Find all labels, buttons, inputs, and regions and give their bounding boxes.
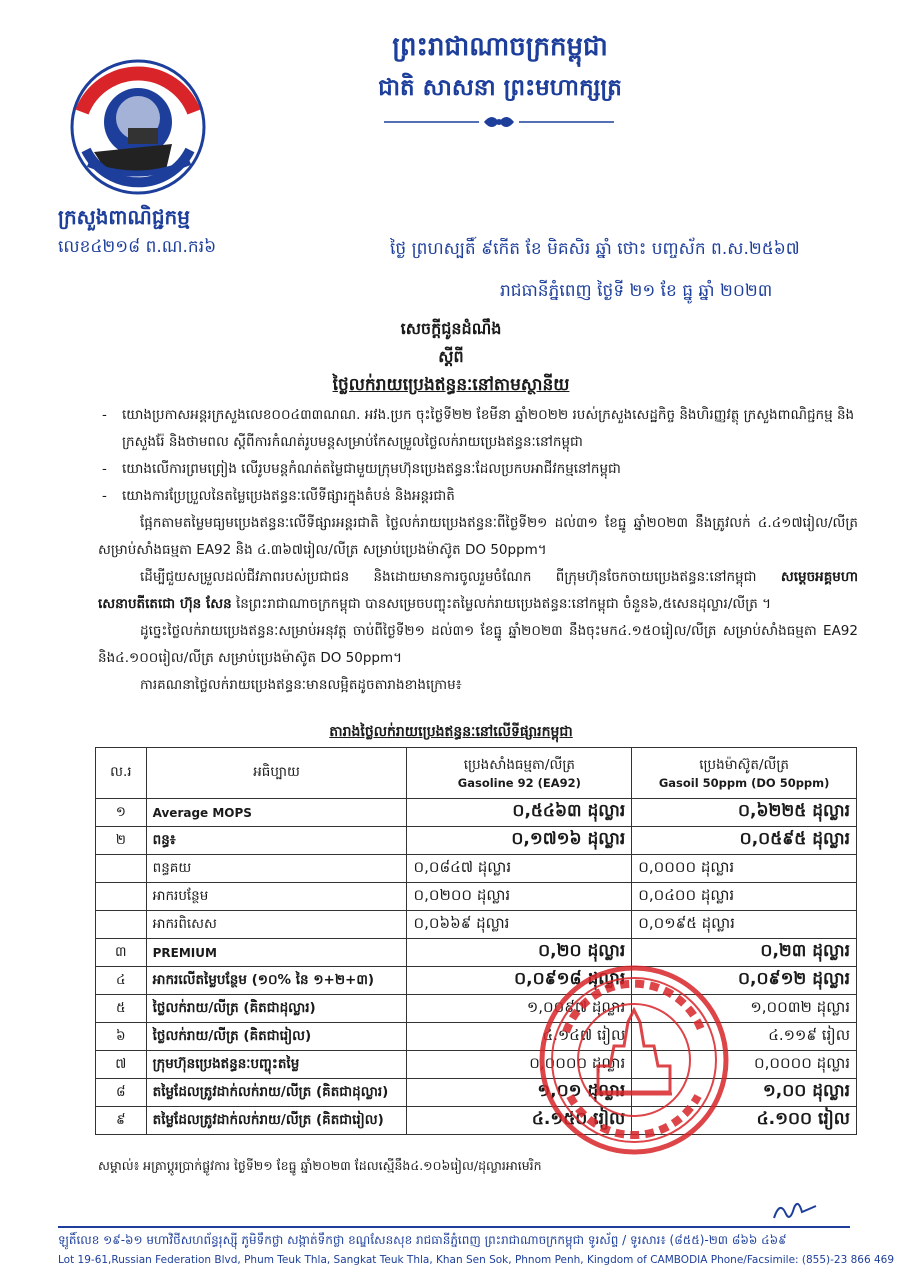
- row-description: ថ្លៃលក់រាយ/លីត្រ (គិតជារៀល): [146, 1023, 407, 1051]
- reference-number: លេខ៤២១៨ ព.ណ.ករ៦: [58, 237, 217, 257]
- table-row: [96, 799, 857, 827]
- reference-bullet-3: - យោងការប្រែប្រួលនៃតម្លៃប្រេងឥន្ធនៈលើទីផ្សារក្នុងតំបន់ និងអន្តរជាតិ: [98, 483, 858, 510]
- table-row: [96, 995, 857, 1023]
- row-diesel-value: ០,៦២២៥ ដុល្លារ: [632, 799, 857, 827]
- row-description: Average MOPS: [146, 799, 407, 827]
- footer-address-en: Lot 19-61,Russian Federation Blvd, Phum Teuk Thla, Sangkat Teuk Thla, Khan Sen Sok, Phnom Penh, Kingdom of CAMBODIA Phone/Facsimile: (855)-23 866 469: [58, 1254, 895, 1266]
- row-gasoline-value: ៤.១៤៧ រៀល: [407, 1023, 632, 1051]
- row-gasoline-value: ០,១៧១៦ ដុល្លារ: [407, 827, 632, 855]
- row-diesel-value: ០,០៥៩៥ ដុល្លារ: [632, 827, 857, 855]
- row-no: ៧: [96, 1051, 147, 1079]
- ministry-name: ក្រសួងពាណិជ្ជកម្ម: [58, 205, 190, 229]
- row-gasoline-value: ០,០២០០ ដុល្លារ: [407, 883, 632, 911]
- ornament-divider: [384, 110, 614, 134]
- lunar-date: ថ្ងៃ ព្រហស្បតិ៍ ៩កើត ខែ មិគសិរ ឆ្នាំ ថោះ បញ្ចស័ក ព.ស.២៥៦៧: [390, 239, 800, 259]
- kingdom-title: ព្រះរាជាណាចក្រកម្ពុជា: [392, 32, 608, 62]
- paragraph-2-name: សម្ដេចអគ្គមហាសេនាបតីតេជោ ហ៊ុន សែន: [98, 569, 858, 612]
- footer-divider: [58, 1226, 850, 1228]
- row-description: ពន្ធគយ: [146, 855, 407, 883]
- table-header-row: [96, 748, 857, 799]
- table-row: [96, 1023, 857, 1051]
- row-description: អាករលើតម្លៃបន្ថែម (១០% នៃ ១+២+៣): [146, 967, 407, 995]
- row-gasoline-value: ១,០០៩៧ ដុល្លារ: [407, 995, 632, 1023]
- reference-bullet-2: - យោងលើការព្រមព្រៀង លើរូបមន្តកំណត់តម្លៃជាមួយក្រុមហ៊ុនប្រេងឥន្ធនៈដែលប្រកបអាជីវកម្មនៅកម្ពុជា: [98, 456, 858, 483]
- row-gasoline-value: ០,៥៤៦៣ ដុល្លារ: [407, 799, 632, 827]
- table-caption: តារាងថ្លៃលក់រាយប្រេងឥន្ធនៈនៅលើទីផ្សារកម្ពុជា: [329, 724, 573, 740]
- header-description: អធិប្បាយ: [146, 748, 407, 799]
- row-description: ក្រុមហ៊ុនប្រេងឥន្ធនៈបញ្ចុះតម្លៃ: [146, 1051, 407, 1079]
- table-row: [96, 1051, 857, 1079]
- row-no: ៤: [96, 967, 147, 995]
- row-diesel-value: ១,០០៣២ ដុល្លារ: [632, 995, 857, 1023]
- header-gasoline-kh: ប្រេងសាំងធម្មតា/លីត្រ: [463, 757, 575, 773]
- reference-bullet-1: - យោងប្រកាសអន្តរក្រសួងលេខ០០៤៣៣ណណ. អវង.ប្រក ចុះថ្ងៃទី២២ ខែមីនា ឆ្នាំ២០២២ របស់ក្រសួងសេដ្ឋកិច្ច និងហិរញ្ញវត្ថុ ក្រសួងពាណិជ្ជកម្ម និងក្រសួងរ៉ែ និងថាមពល ស្ដីពីការកំណត់រូបមន្តសម្រាប់កែសម្រួលថ្លៃលក់រាយប្រេងឥន្ធនៈនៅកម្ពុជា: [98, 402, 858, 456]
- row-diesel-value: ០,០០០០ ដុល្លារ: [632, 1051, 857, 1079]
- row-description: ថ្លៃលក់រាយ/លីត្រ (គិតជាដុល្លារ): [146, 995, 407, 1023]
- table-row: [96, 855, 857, 883]
- table-row: [96, 939, 857, 967]
- row-no: [96, 911, 147, 939]
- signature: [770, 1196, 820, 1224]
- header-diesel: [632, 748, 857, 799]
- table-row: [96, 911, 857, 939]
- about-label: ស្ដីពី: [438, 347, 464, 366]
- row-diesel-value: ០,០០០០ ដុល្លារ: [632, 855, 857, 883]
- table-row: [96, 967, 857, 995]
- header-gasoline-en: Gasoline 92 (EA92): [457, 776, 581, 790]
- row-diesel-value: ០,២៣ ដុល្លារ: [632, 939, 857, 967]
- solar-date: រាជធានីភ្នំពេញ ថ្ងៃទី ២១ ខែ ធ្នូ ឆ្នាំ ២០២៣: [500, 281, 773, 301]
- official-stamp: [536, 962, 732, 1158]
- row-no: ១: [96, 799, 147, 827]
- row-description: ពន្ធ៖: [146, 827, 407, 855]
- row-diesel-value: ៤.១១៩ រៀល: [632, 1023, 857, 1051]
- row-no: [96, 855, 147, 883]
- row-description: តម្លៃដែលត្រូវដាក់លក់រាយ/លីត្រ (គិតជារៀល): [146, 1107, 407, 1135]
- table-row: [96, 883, 857, 911]
- row-no: ៩: [96, 1107, 147, 1135]
- row-no: ៥: [96, 995, 147, 1023]
- row-gasoline-value: ០,២០ ដុល្លារ: [407, 939, 632, 967]
- row-description: អាករពិសេស: [146, 911, 407, 939]
- paragraph-1: ផ្អែកតាមតម្លៃមធ្យមប្រេងឥន្ធនៈលើទីផ្សារអន្តរជាតិ ថ្លៃលក់រាយប្រេងឥន្ធនៈពីថ្ងៃទី២១ ដល់៣១ ខែធ្នូ ឆ្នាំ២០២៣ នឹងត្រូវលក់ ៤.៤១៧រៀល/លីត្រ សម្រាប់សាំងធម្មតា EA92 និង ៤.៣៦៧រៀល/លីត្រ សម្រាប់ប្រេងម៉ាស៊ូត DO 50ppm។: [98, 515, 858, 558]
- paragraph-4: ការគណនាថ្លៃលក់រាយប្រេងឥន្ធនៈមានលម្អិតដូចតារាងខាងក្រោម៖: [140, 677, 462, 693]
- row-gasoline-value: ៤.១៥០ រៀល: [407, 1107, 632, 1135]
- row-no: [96, 883, 147, 911]
- table-row: [96, 1079, 857, 1107]
- row-diesel-value: ០,០៩១២ ដុល្លារ: [632, 967, 857, 995]
- row-description: តម្លៃដែលត្រូវដាក់លក់រាយ/លីត្រ (គិតជាដុល្លារ): [146, 1079, 407, 1107]
- row-diesel-value: ១,០០ ដុល្លារ: [632, 1079, 857, 1107]
- paragraph-3: ដូច្នេះថ្លៃលក់រាយប្រេងឥន្ធនៈសម្រាប់អនុវត្ត ចាប់ពីថ្ងៃទី២១ ដល់៣១ ខែធ្នូ ឆ្នាំ២០២៣ នឹងចុះមក៤.១៥០រៀល/លីត្រ សម្រាប់សាំងធម្មតា EA92 និង៤.១០០រៀល/លីត្រ សម្រាប់ប្រេងម៉ាស៊ូត DO 50ppm។: [98, 623, 858, 666]
- document-subject: ថ្លៃលក់រាយប្រេងឥន្ធនៈនៅតាមស្ថានីយ: [332, 375, 570, 395]
- table-row: [96, 1107, 857, 1135]
- kingdom-motto: ជាតិ សាសនា ព្រះមហាក្សត្រ: [378, 75, 622, 101]
- row-gasoline-value: ១,០១ ដុល្លារ: [407, 1079, 632, 1107]
- paragraph-2-tail: នៃព្រះរាជាណាចក្រកម្ពុជា បានសម្រេចបញ្ចុះតម្លៃលក់រាយប្រេងឥន្ធនៈនៅកម្ពុជា ចំនួន៦,៥សេនដុល្លារ/លីត្រ ។: [235, 596, 772, 612]
- row-diesel-value: ៤.១០០ រៀល: [632, 1107, 857, 1135]
- row-diesel-value: ០,០១៩៥ ដុល្លារ: [632, 911, 857, 939]
- ministry-logo: [68, 52, 208, 202]
- header-diesel-en: Gasoil 50ppm (DO 50ppm): [658, 776, 830, 790]
- header-diesel-kh: ប្រេងម៉ាស៊ូត/លីត្រ: [699, 757, 789, 773]
- row-gasoline-value: ០,០០០០ ដុល្លារ: [407, 1051, 632, 1079]
- row-gasoline-value: ០,០៨៤៧ ដុល្លារ: [407, 855, 632, 883]
- document-body: [98, 402, 858, 699]
- row-no: ៨: [96, 1079, 147, 1107]
- row-diesel-value: ០,០៤០០ ដុល្លារ: [632, 883, 857, 911]
- document-type: សេចក្ដីជូនដំណឹង: [400, 319, 502, 338]
- row-no: ២: [96, 827, 147, 855]
- row-no: ៦: [96, 1023, 147, 1051]
- row-gasoline-value: ០,០៩១៨ ដុល្លារ: [407, 967, 632, 995]
- fuel-price-table: [95, 747, 857, 1135]
- table-row: [96, 827, 857, 855]
- row-description: PREMIUM: [146, 939, 407, 967]
- header-no: ល.រ: [96, 748, 147, 799]
- footnote: សម្គាល់៖ អត្រាប្ដូរប្រាក់ផ្លូវការ ថ្ងៃទី២១ ខែធ្នូ ឆ្នាំ២០២៣ ដែលស្មើនឹង៤.១០៦រៀល/ដុល្លារអាមេរិក: [98, 1158, 542, 1173]
- footer-address-kh: ឡូតិ៍លេខ ១៩-៦១ មហាវិថីសហព័ន្ធរុស្ស៊ី ភូមិទឹកថ្លា សង្កាត់ទឹកថ្លា ខណ្ឌសែនសុខ រាជធានីភ្នំពេញ ព្រះរាជាណាចក្រកម្ពុជា ទូរស័ព្ទ / ទូរសារ៖ (៨៥៥)-២៣ ៨៦៦ ៤៦៩: [58, 1233, 787, 1247]
- row-gasoline-value: ០,០៦៦៩ ដុល្លារ: [407, 911, 632, 939]
- paragraph-2-lead: ដើម្បីជួយសម្រួលដល់ជីវភាពរបស់ប្រជាជន និងដោយមានការចូលរួមចំណែក ពីក្រុមហ៊ុនចែកចាយប្រេងឥន្ធនៈនៅកម្ពុជា: [140, 569, 757, 585]
- paragraph-2: [98, 564, 858, 618]
- row-no: ៣: [96, 939, 147, 967]
- row-description: អាករបន្ថែម: [146, 883, 407, 911]
- header-gasoline: [407, 748, 632, 799]
